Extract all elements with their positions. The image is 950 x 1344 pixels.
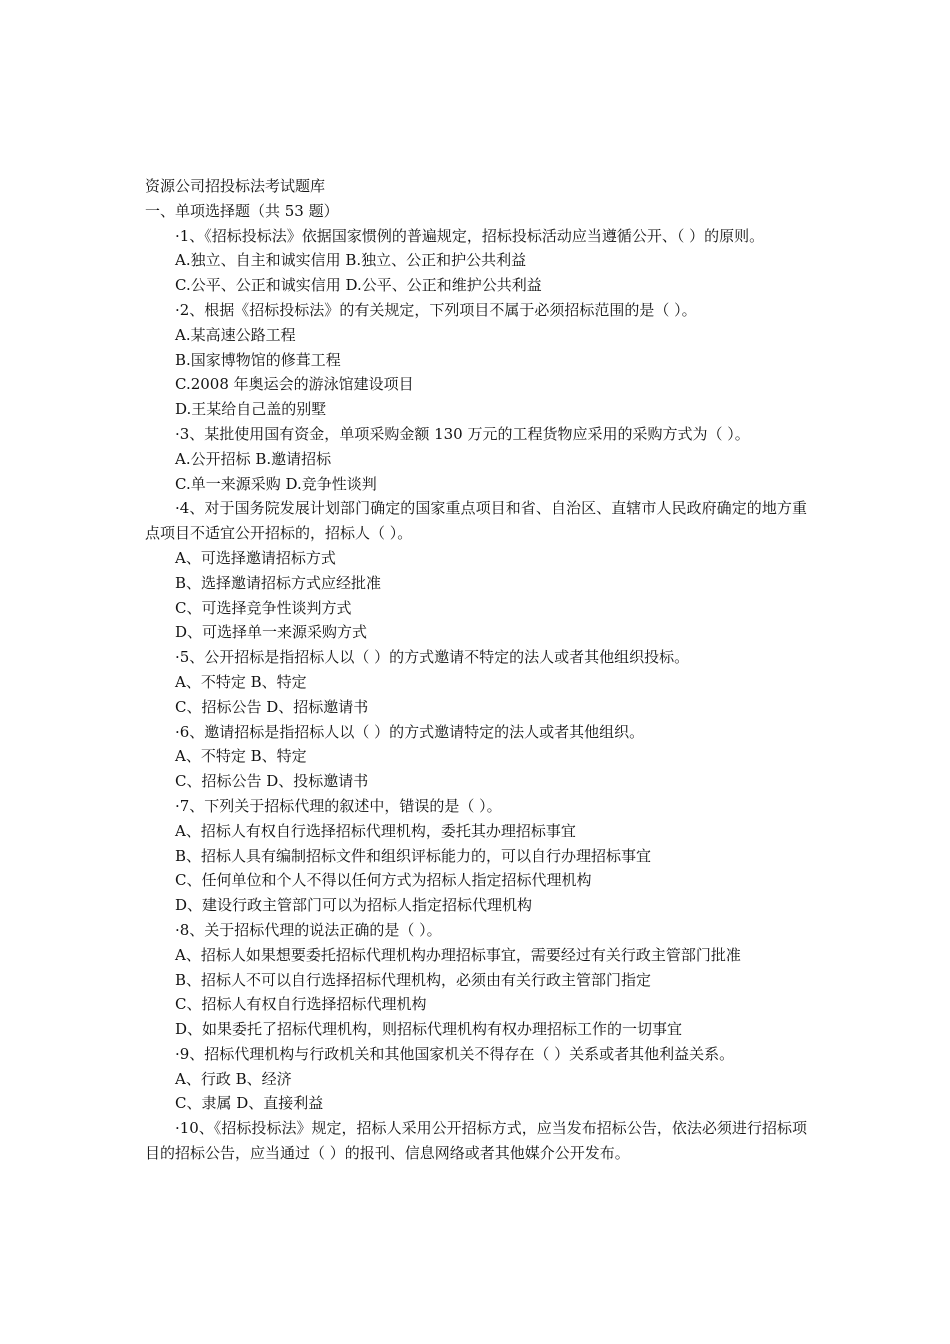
question-stem: ·1、《招标投标法》依据国家惯例的普遍规定，招标投标活动应当遵循公开、（ ）的原则。 [175,226,765,245]
question-option: C.2008 年奥运会的游泳馆建设项目 [175,375,414,394]
question-option: B.国家博物馆的修葺工程 [175,350,341,369]
question-option: C、招标公告 D、投标邀请书 [175,772,369,791]
question-stem: ·5、公开招标是指招标人以（ ）的方式邀请不特定的法人或者其他组织投标。 [175,648,690,667]
question-option: A、行政 B、经济 [175,1069,292,1088]
question-option: C.公平、公正和诚实信用 D.公平、公正和维护公共利益 [175,276,542,295]
question-option: D、如果委托了招标代理机构，则招标代理机构有权办理招标工作的一切事宜 [175,1020,683,1039]
question-option: D.王某给自己盖的别墅 [175,400,327,419]
question-option: A.某高速公路工程 [175,325,296,344]
question-option: A、招标人有权自行选择招标代理机构，委托其办理招标事宜 [175,821,576,840]
question-option: A.公开招标 B.邀请招标 [175,449,332,468]
question-option: D、可选择单一来源采购方式 [175,623,368,642]
question-stem: ·6、邀请招标是指招标人以（ ）的方式邀请特定的法人或者其他组织。 [175,722,645,741]
question-option: C、招标人有权自行选择招标代理机构 [175,995,427,1014]
question-stem: ·7、下列关于招标代理的叙述中，错误的是（ ）。 [175,796,502,815]
question-option: C.单一来源采购 D.竞争性谈判 [175,474,377,493]
document-body [145,174,807,1166]
question-option: C、招标公告 D、招标邀请书 [175,697,369,716]
question-option: C、隶属 D、直接利益 [175,1094,324,1113]
question-stem: ·8、关于招标代理的说法正确的是（ ）。 [175,920,442,939]
question-option: B、招标人不可以自行选择招标代理机构，必须由有关行政主管部门指定 [175,970,652,989]
question-option: C、可选择竞争性谈判方式 [175,598,352,617]
document-title: 资源公司招投标法考试题库 [145,177,326,195]
question-option: A、招标人如果想要委托招标代理机构办理招标事宜，需要经过有关行政主管部门批准 [175,945,741,964]
question-option: A.独立、自主和诚实信用 B.独立、公正和护公共利益 [175,251,527,270]
question-stem: ·9、招标代理机构与行政机关和其他国家机关不得存在（ ）关系或者其他利益关系。 [175,1044,735,1063]
question-stem: ·2、根据《招标投标法》的有关规定，下列项目不属于必须招标范围的是（ ）。 [175,300,697,319]
question-option: B、招标人具有编制招标文件和组织评标能力的，可以自行办理招标事宜 [175,846,652,865]
question-stem: ·4、对于国务院发展计划部门确定的国家重点项目和省、自治区、直辖市人民政府确定的地方重点项目不适宜公开招标的，招标人（ ）。 [145,499,807,543]
question-option: C、任何单位和个人不得以任何方式为招标人指定招标代理机构 [175,871,592,890]
section-heading: 一、单项选择题（共 53 题） [145,201,339,220]
question-option: B、选择邀请招标方式应经批准 [175,573,382,592]
question-option: D、建设行政主管部门可以为招标人指定招标代理机构 [175,896,533,915]
question-option: A、可选择邀请招标方式 [175,548,336,567]
question-stem: ·10、《招标投标法》规定，招标人采用公开招标方式，应当发布招标公告，依法必须进行招标项目的招标公告，应当通过（ ）的报刊、信息网络或者其他媒介公开发布。 [145,1119,807,1163]
question-stem: ·3、某批使用国有资金，单项采购金额 130 万元的工程货物应采用的采购方式为（ ）。 [175,424,750,443]
question-option: A、不特定 B、特定 [175,747,307,766]
question-option: A、不特定 B、特定 [175,672,307,691]
